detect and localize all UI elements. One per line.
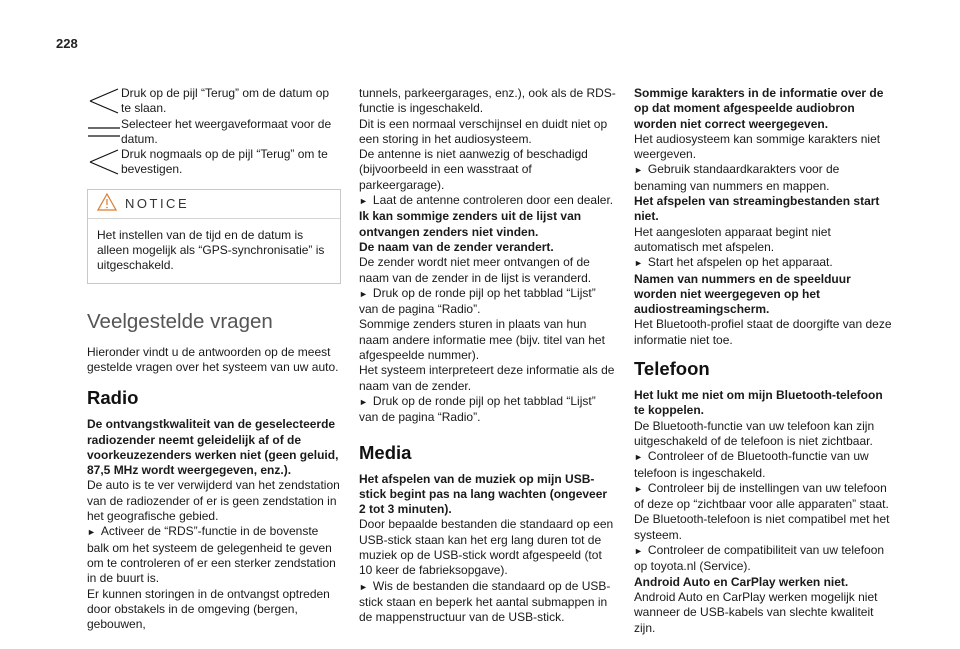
step-text: Selecteer het weergaveformaat voor de datum.	[121, 116, 332, 146]
answer: Het systeem interpreteert deze informatie als de naam van de zender.	[359, 363, 615, 393]
answer: Het audiosysteem kan sommige karakters niet weergeven.	[634, 131, 881, 162]
action-item: ► Activeer de “RDS”-functie in de bovenste balk om het systeem de gelegenheid te geven om te controleren of er een sterker zendstation in de buurt is.	[87, 524, 336, 586]
question: Het afspelen van streamingbestanden start niet.	[634, 194, 880, 224]
answer: Door bepaalde bestanden die standaard op een USB-stick staan kan het erg lang duren tot de muziek op de USB-stick wordt afgespeeld (tot 10 keer de fabrieksopgave).	[359, 517, 614, 578]
step-text: Druk op de pijl “Terug” om de datum op te slaan.	[121, 86, 330, 116]
bullet-arrow-icon: ►	[359, 196, 368, 207]
warning-icon	[97, 193, 117, 215]
action-item: ► Gebruik standaardkarakters voor de benaming van nummers en mappen.	[634, 162, 840, 193]
notice-text: Het instellen van de tijd en de datum is alleen mogelijk als “GPS-synchronisatie” is uitgeschakeld.	[97, 227, 325, 273]
question: Sommige karakters in de informatie over de op dat moment afgespeelde audiobron worden niet correct weergegeven.	[634, 86, 884, 131]
answer: tunnels, parkeergarages, enz.), ook als de RDS-functie is ingeschakeld.	[359, 86, 616, 116]
step-item	[87, 86, 341, 117]
answer: Dit is een normaal verschijnsel en duidt niet op een storing in het audiosysteem.	[359, 116, 608, 146]
step-item	[87, 117, 341, 148]
action-item: ► Controleer of de Bluetooth-functie van uw telefoon is ingeschakeld.	[634, 449, 869, 480]
answer: De Bluetooth-telefoon is niet compatibel met het systeem.	[634, 512, 890, 542]
back-arrow-icon	[87, 86, 121, 116]
bullet-arrow-icon: ►	[359, 288, 368, 299]
column-1	[87, 86, 341, 632]
action-item: ► Druk op de ronde pijl op het tabblad “Lijst” van de pagina “Radio”.	[359, 393, 596, 425]
action-item: ► Controleer de compatibiliteit van uw telefoon op toyota.nl (Service).	[634, 543, 885, 574]
notice-title: NOTICE	[125, 196, 190, 212]
question: De ontvangstkwaliteit van de geselecteerde radiozender neemt geleidelijk af of de voorkeuzezenders werken niet (geen geluid, 87,5 MHz wordt weergegeven, enz.).	[87, 417, 339, 478]
question: De naam van de zender verandert.	[359, 239, 554, 254]
media-heading: Media	[359, 441, 412, 463]
bullet-arrow-icon: ►	[87, 527, 96, 538]
step-text: Druk nogmaals op de pijl “Terug” om te bevestigen.	[121, 147, 328, 177]
action-item: ► Wis de bestanden die standaard op de USB-stick staan en beperk het aantal submappen in de mappenstructuur van de USB-stick.	[359, 578, 611, 625]
answer: Er kunnen storingen in de ontvangst optreden door obstakels in de omgeving (bergen, gebouwen,	[87, 586, 330, 632]
question: Het afspelen van de muziek op mijn USB-stick begint pas na lang wachten (ongeveer 2 tot 3 minuten).	[359, 471, 608, 517]
question: Ik kan sommige zenders uit de lijst van ontvangen zenders niet vinden.	[359, 209, 582, 239]
format-icon	[87, 117, 121, 147]
answer: Sommige zenders sturen in plaats van hun naam andere informatie mee (bijv. titel van het afgespeelde nummer).	[359, 317, 605, 363]
section-title: Veelgestelde vragen	[87, 309, 273, 333]
notice-box	[87, 189, 341, 284]
bullet-arrow-icon: ►	[359, 581, 368, 592]
action-item: ► Start het afspelen op het apparaat.	[634, 255, 892, 271]
phone-heading: Telefoon	[634, 358, 710, 380]
bullet-arrow-icon: ►	[359, 396, 368, 407]
answer: Het Bluetooth-profiel staat de doorgifte van deze informatie niet toe.	[634, 317, 892, 347]
radio-heading: Radio	[87, 387, 139, 409]
question: Android Auto en CarPlay werken niet.	[634, 574, 849, 589]
answer: Het aangesloten apparaat begint niet automatisch met afspelen.	[634, 224, 831, 254]
column-3	[634, 86, 892, 636]
question: Namen van nummers en de speelduur worden niet weergegeven op het audiostreamingscherm.	[634, 271, 851, 317]
column-2	[359, 86, 617, 626]
answer: De auto is te ver verwijderd van het zendstation van de radiozender of er is geen zendstation in het geografische gebied.	[87, 478, 340, 524]
notice-header	[88, 190, 340, 219]
action-item: ► Druk op de ronde pijl op het tabblad “Lijst” van de pagina “Radio”.	[359, 285, 596, 317]
action-item: ► Laat de antenne controleren door een dealer.	[359, 193, 617, 209]
back-arrow-icon	[87, 147, 121, 177]
answer: De zender wordt niet meer ontvangen of de naam van de zender in de lijst is veranderd.	[359, 255, 592, 285]
answer: De antenne is niet aanwezig of beschadigd (bijvoorbeeld in een wasstraat of parkeergarage).	[359, 147, 588, 192]
answer: Android Auto en CarPlay werken mogelijk niet wanneer de USB-kabels van slechte kwaliteit zijn.	[634, 589, 878, 635]
bullet-arrow-icon: ►	[634, 546, 643, 557]
page-number: 228	[56, 36, 78, 51]
intro-text: Hieronder vindt u de antwoorden op de meest gestelde vragen over het systeem van uw auto.	[87, 344, 339, 374]
question: Het lukt me niet om mijn Bluetooth-telefoon te koppelen.	[634, 388, 883, 418]
action-item: ► Controleer bij de instellingen van uw telefoon of deze op “zichtbaar voor alle apparaten” staat.	[634, 480, 889, 512]
bullet-arrow-icon: ►	[634, 258, 643, 269]
answer: De Bluetooth-functie van uw telefoon kan zijn uitgeschakeld of de telefoon is niet zichtbaar.	[634, 418, 875, 448]
bullet-arrow-icon: ►	[634, 483, 643, 494]
step-item	[87, 147, 341, 178]
bullet-arrow-icon: ►	[634, 452, 643, 463]
bullet-arrow-icon: ►	[634, 165, 643, 176]
